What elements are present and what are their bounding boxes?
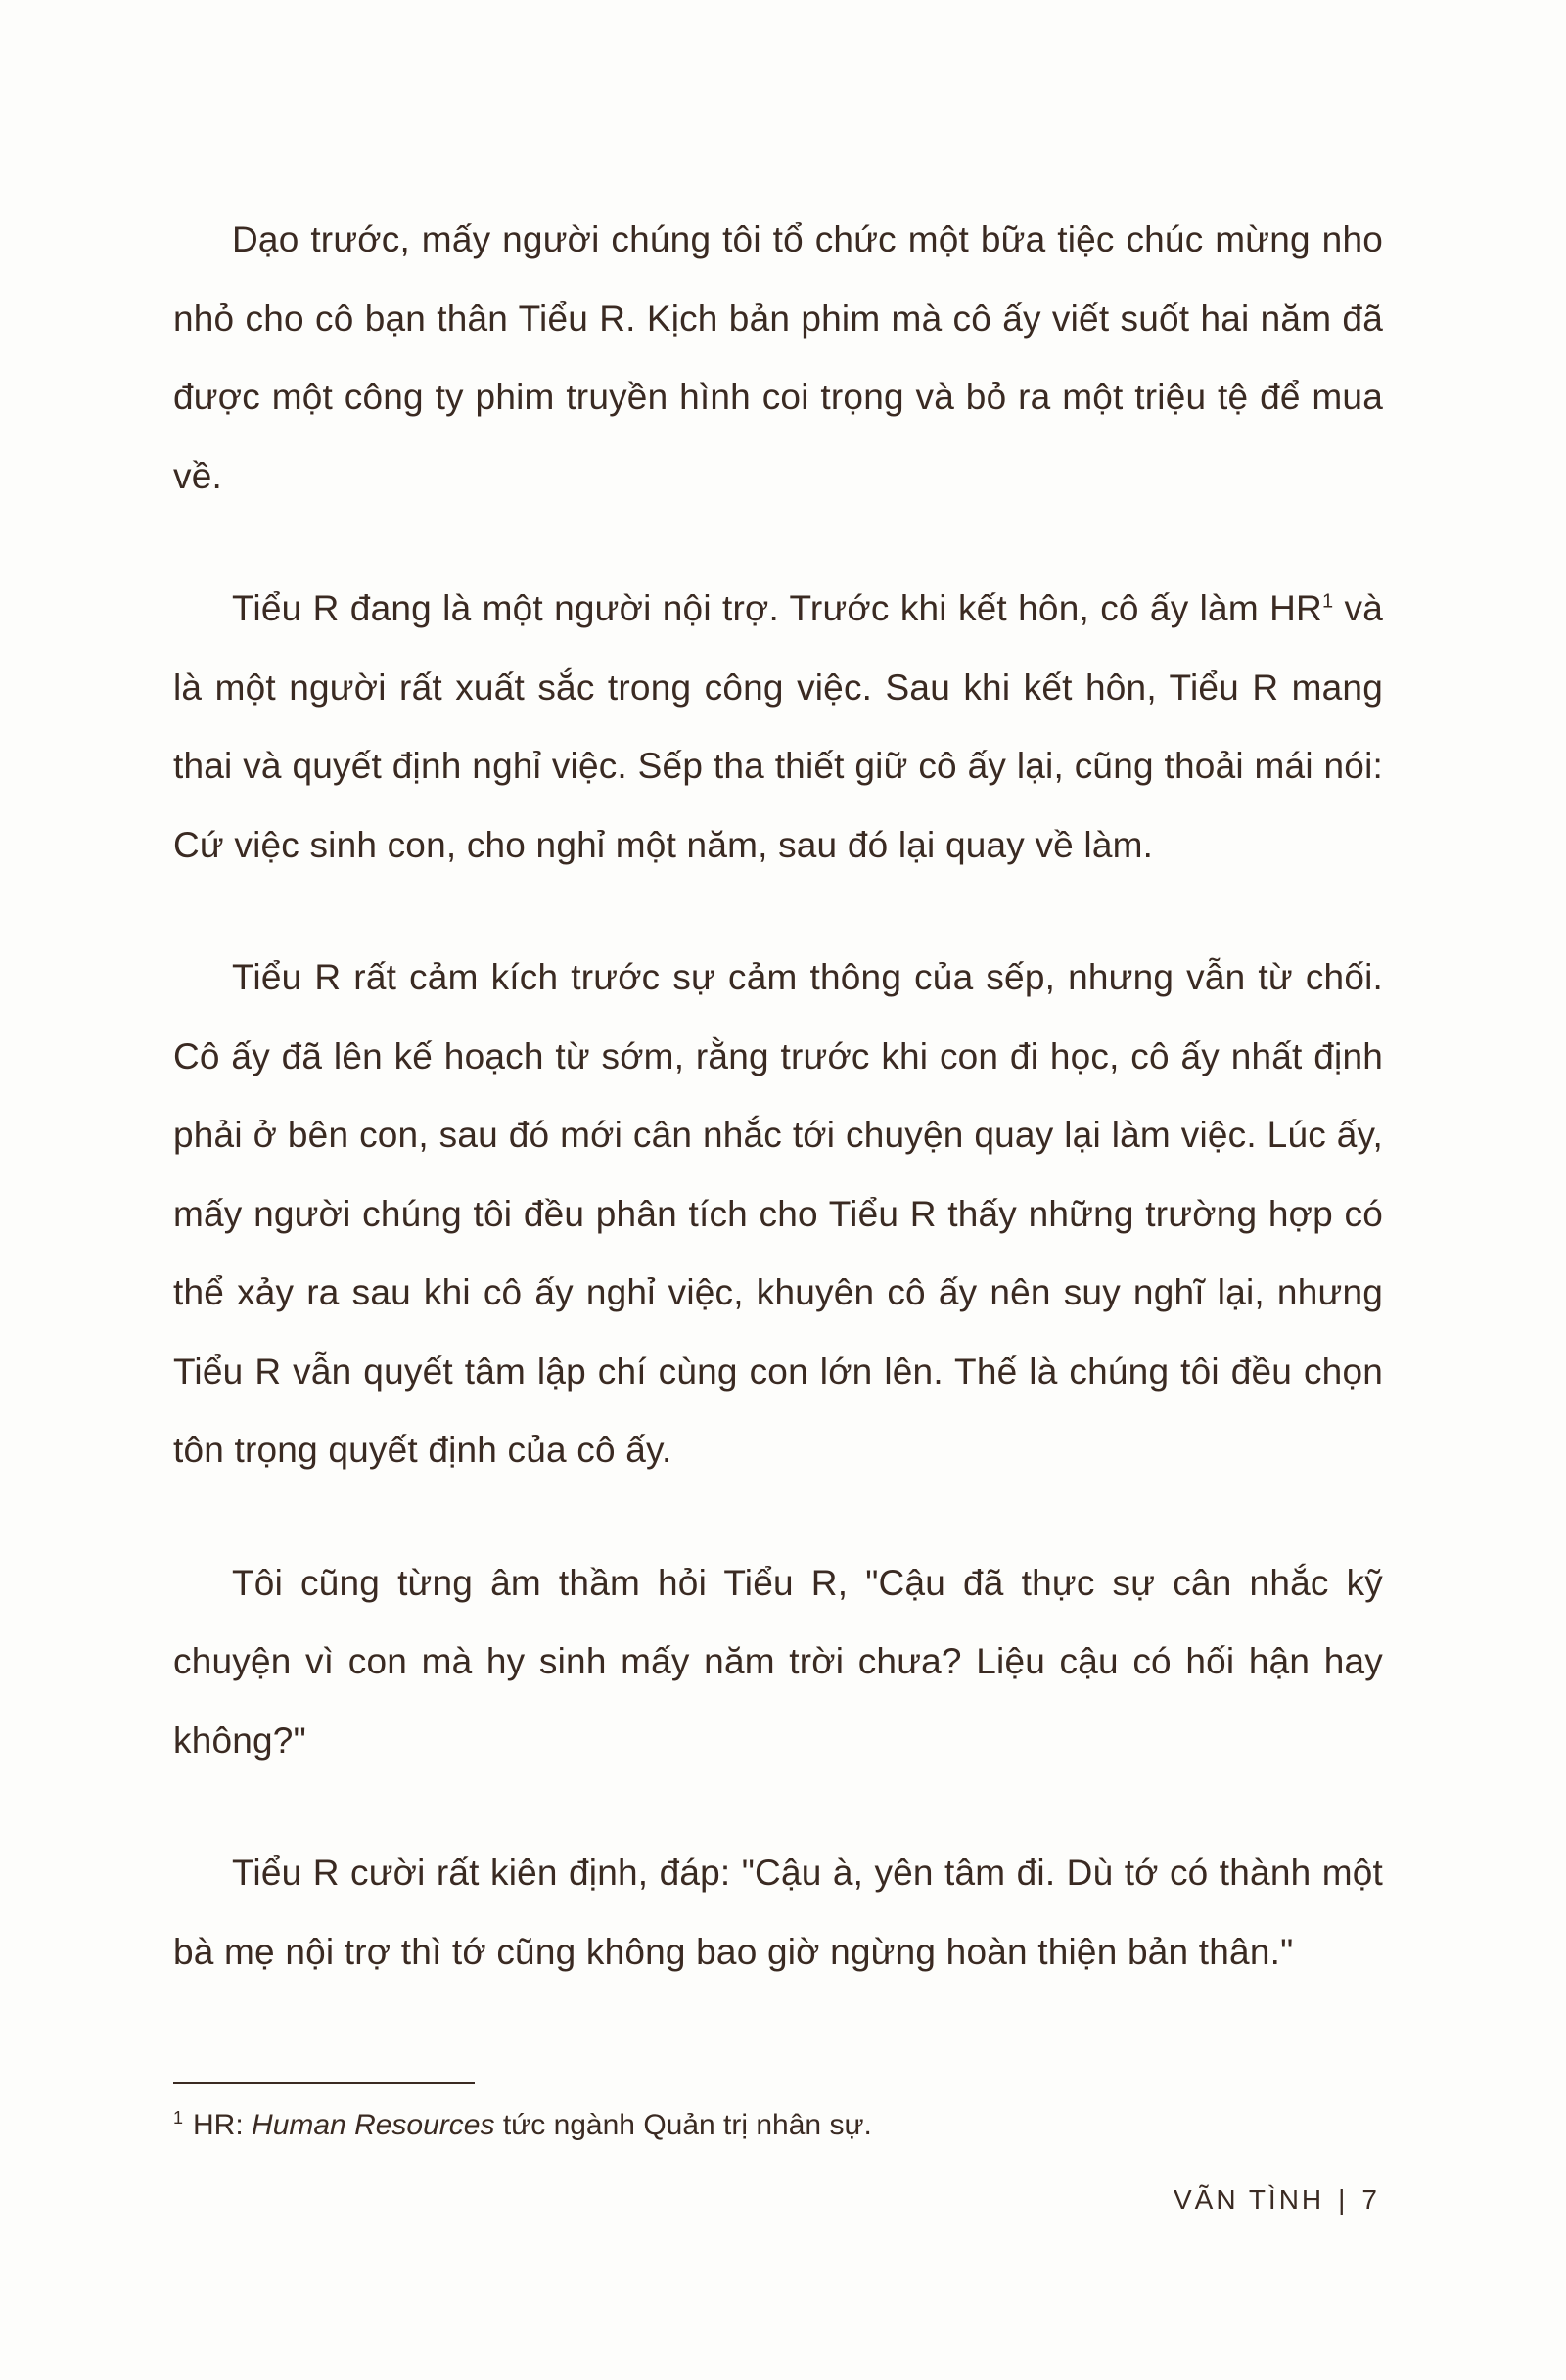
footnote [173, 2104, 872, 2147]
footnote-definition: tức ngành Quản trị nhân sự. [502, 2109, 872, 2141]
footnote-divider [173, 2082, 475, 2084]
footnote-mark: 1 [173, 2108, 184, 2128]
book-title: VÃN TÌNH [1173, 2184, 1325, 2215]
footnote-term: HR: [193, 2109, 244, 2141]
footer-separator: | [1338, 2184, 1349, 2215]
paragraph-5: Tiểu R cười rất kiên định, đáp: "Cậu à, yên tâm đi. Dù tớ có thành một bà mẹ nội trợ thì tớ cũng không bao giờ ngừng hoàn thiện bản thân." [173, 1853, 1383, 1972]
paragraph-2-part-2: và là một người rất xuất sắc trong công việc. Sau khi kết hôn, Tiểu R mang thai và quyết định nghỉ việc. Sếp tha thiết giữ cô ấy lại, cũng thoải mái nói: Cứ việc sinh con, cho nghỉ một năm, sau đó lại quay về làm. [173, 588, 1383, 865]
paragraph-4: Tôi cũng từng âm thầm hỏi Tiểu R, "Cậu đã thực sự cân nhắc kỹ chuyện vì con mà hy sinh mấy năm trời chưa? Liệu cậu có hối hận hay không?" [173, 1562, 1383, 1761]
footnote-reference: 1 [1321, 590, 1334, 613]
body-text [173, 201, 1383, 1991]
footnote-italic-term: Human Resources [252, 2109, 495, 2141]
running-footer [1174, 2184, 1380, 2216]
paragraph-2 [173, 570, 1383, 885]
paragraph-2-part-1: Tiểu R đang là một người nội trợ. Trước khi kết hôn, cô ấy làm HR [232, 588, 1322, 628]
page-number: 7 [1361, 2184, 1380, 2215]
paragraph-1: Dạo trước, mấy người chúng tôi tổ chức một bữa tiệc chúc mừng nho nhỏ cho cô bạn thân Tiểu R. Kịch bản phim mà cô ấy viết suốt hai năm đã được một công ty phim truyền hình coi trọng và bỏ ra một triệu tệ để mua về. [173, 219, 1383, 496]
paragraph-3: Tiểu R rất cảm kích trước sự cảm thông của sếp, nhưng vẫn từ chối. Cô ấy đã lên kế hoạch từ sớm, rằng trước khi con đi học, cô ấy nhất định phải ở bên con, sau đó mới cân nhắc tới chuyện quay lại làm việc. Lúc ấy, mấy người chúng tôi đều phân tích cho Tiểu R thấy những trường hợp có thể xảy ra sau khi cô ấy nghỉ việc, khuyên cô ấy nên suy nghĩ lại, nhưng Tiểu R vẫn quyết tâm lập chí cùng con lớn lên. Thế là chúng tôi đều chọn tôn trọng quyết định của cô ấy. [173, 957, 1383, 1470]
